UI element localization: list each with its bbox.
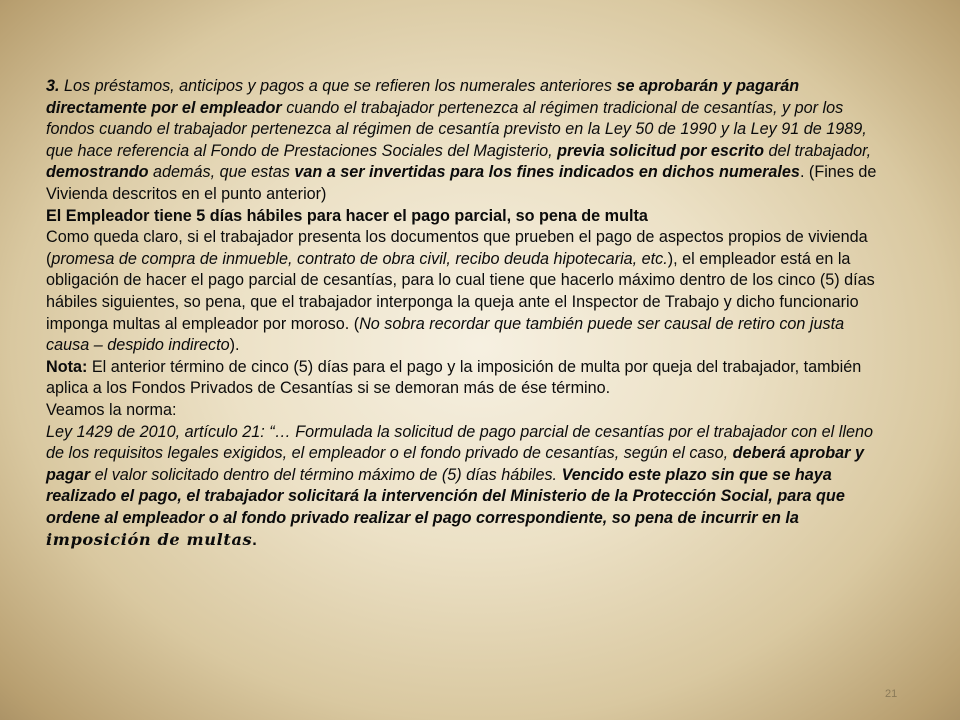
emphasis-text: previa solicitud por escrito	[557, 141, 765, 160]
text-segment: cuando el trabajador pertenezca al régimen tradicional de cesantías, y por los fondos cuando el trabajador pertenezca al régimen de cesantía previsto en la Ley 50 de 1990 y la Ley 91 de 1989, que hace referencia al Fondo de Prestaciones Sociales del Magisterio,	[46, 98, 867, 160]
paragraph-explicacion	[46, 227, 886, 357]
slide-number: 21	[885, 688, 898, 700]
emphasis-text: se aprobarán y pagarán directamente por el empleador	[46, 77, 800, 117]
text-segment: el valor solicitado dentro del término máximo de (5) días hábiles.	[90, 465, 562, 484]
emphasis-text: van a ser invertidas para los fines indicados en dichos numerales	[294, 163, 800, 182]
slide-body	[46, 76, 886, 552]
text-segment: del trabajador,	[764, 141, 872, 160]
emphasis-text: Vencido este plazo sin que se haya realizado el pago, el trabajador solicitará la intervención del Ministerio de la Protección Social, para que ordene al empleador o al fondo privado realizar el pago correspondiente, so pena de incurrir en la	[46, 465, 845, 527]
text-segment: promesa de compra de inmueble, contrato de obra civil, recibo deuda hipotecaria, etc.	[51, 249, 668, 268]
norma-quote	[46, 422, 886, 553]
item-number: 3.	[46, 77, 60, 95]
nota-paragraph	[46, 357, 886, 400]
text-segment: además, que estas	[148, 163, 295, 182]
emphasis-text: imposición de multas	[46, 530, 253, 550]
emphasis-text: demostrando	[46, 163, 149, 182]
emphasis-text: deberá aprobar y pagar	[46, 444, 864, 484]
nota-text: El anterior término de cinco (5) días para el pago y la imposición de multa por queja del trabajador, también aplica a los Fondos Privados de Cesantías si se demoran más de ése término.	[46, 357, 862, 398]
nota-label: Nota:	[46, 357, 88, 376]
text-segment: ).	[229, 336, 240, 355]
text-segment: Como queda claro, si el trabajador presenta los documentos que prueben el pago de aspectos propios de vivienda (	[46, 228, 868, 268]
text-segment: No sobra recordar que también puede ser causal de retiro con justa causa – despido indirecto	[46, 314, 845, 355]
paragraph-3	[46, 76, 886, 206]
text-segment: . (Fines de Vivienda descritos en el punto anterior)	[46, 163, 877, 203]
text-segment: ), el empleador está en la obligación de hacer el pago parcial de cesantías, para lo cual tiene que hacerlo máximo dentro de los cinco (5) días hábiles siguientes, so pena, que el trabajador interponga la queja ante el Inspector de Trabajo y dicho funcionario imponga multas al empleador por moroso. (	[46, 249, 875, 333]
heading-plazo: El Empleador tiene 5 días hábiles para hacer el pago parcial, so pena de multa	[46, 206, 648, 225]
text-segment: Ley 1429 de 2010, artículo 21: “… Formulada la solicitud de pago parcial de cesantías por el trabajador con el lleno de los requisitos legales exigidos, el empleador o el fondo privado de cesantías, según el caso,	[46, 422, 873, 463]
text-segment: Los préstamos, anticipos y pagos a que se refieren los numerales anteriores	[59, 77, 617, 95]
text-segment: .	[252, 531, 257, 550]
veamos-line: Veamos la norma:	[46, 400, 177, 419]
